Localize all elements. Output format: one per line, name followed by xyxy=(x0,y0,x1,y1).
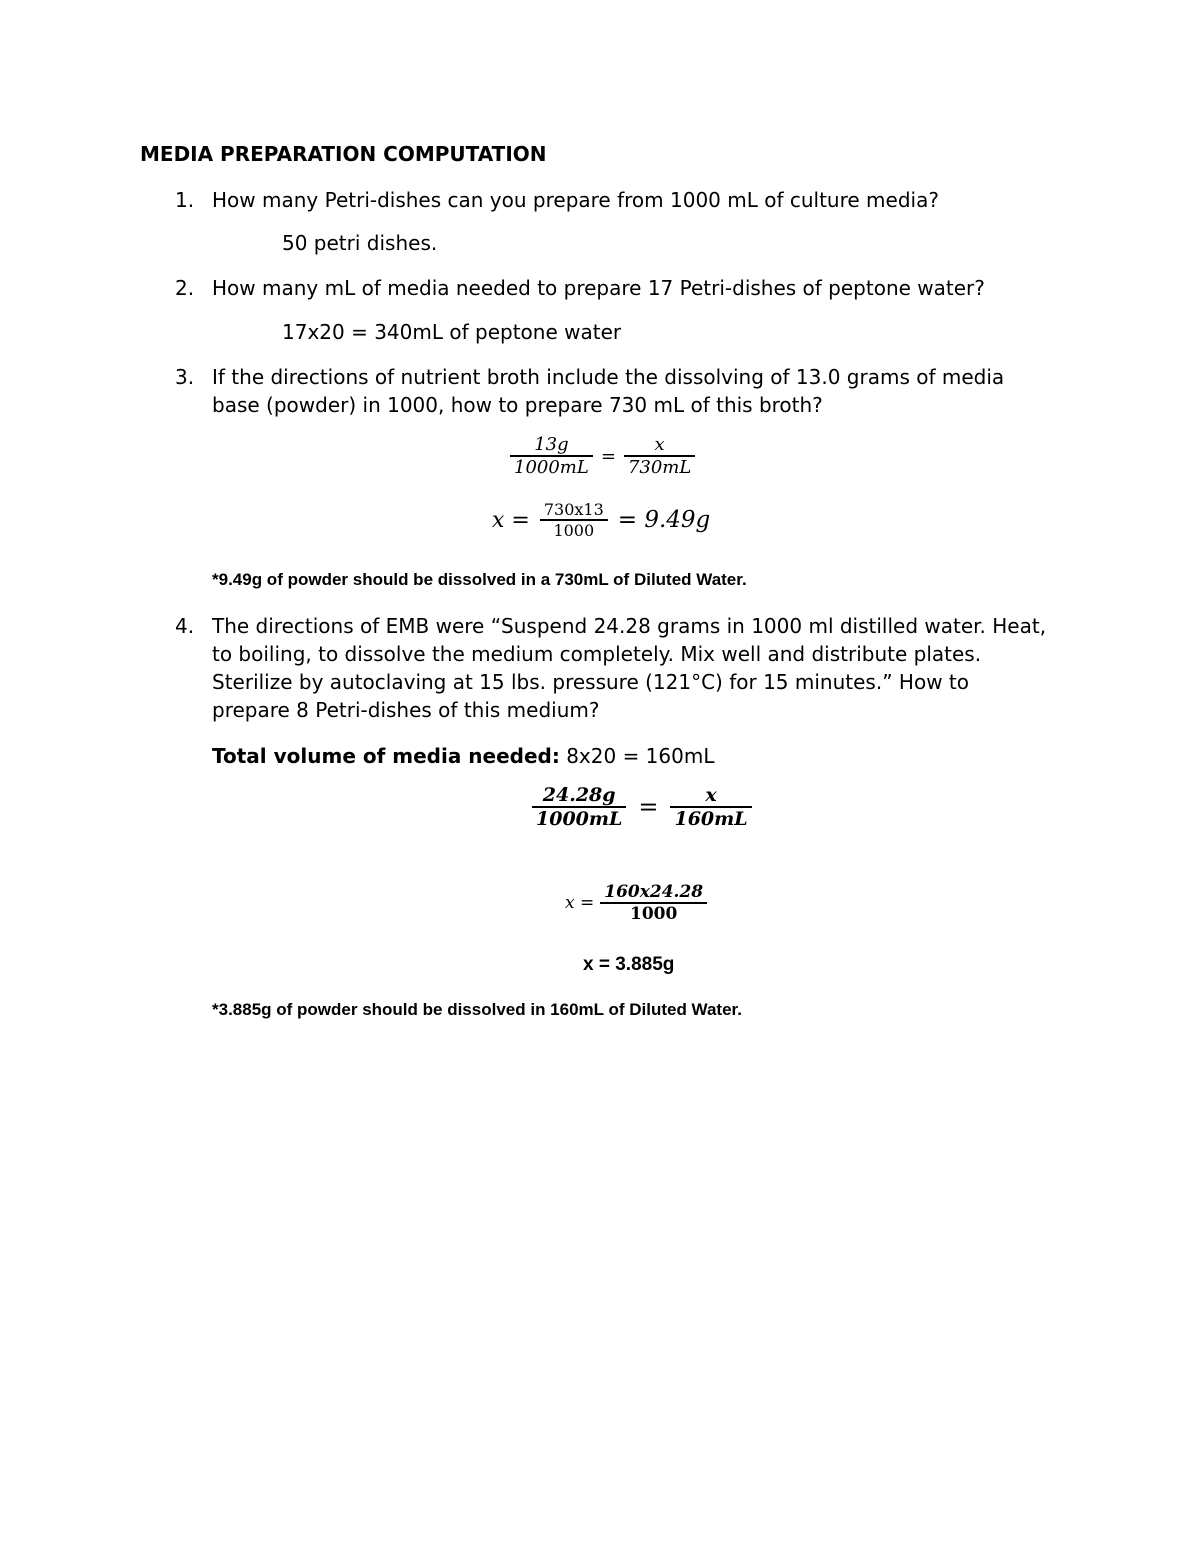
denominator: 1000mL xyxy=(536,808,623,830)
denominator: 1000 xyxy=(630,904,678,924)
question-3-note: *9.49g of powder should be dissolved in a 730mL of Diluted Water. xyxy=(212,570,747,589)
equals-sign: = xyxy=(600,445,616,467)
fraction xyxy=(600,882,707,924)
numerator: 13g xyxy=(510,434,593,457)
fraction-right xyxy=(624,434,695,478)
question-1-answer: 50 petri dishes. xyxy=(282,231,438,255)
denominator: 1000 xyxy=(553,521,595,540)
question-3-proportion xyxy=(510,434,695,478)
question-4-solution xyxy=(565,882,707,924)
fraction-right xyxy=(670,784,751,830)
question-4-total-volume xyxy=(212,742,714,770)
numerator: 24.28g xyxy=(532,784,626,808)
numerator: x xyxy=(670,784,751,808)
total-volume-label: Total volume of media needed: xyxy=(212,744,560,768)
question-3-text-line-2: base (powder) in 1000, how to prepare 730 mL of this broth? xyxy=(212,393,823,417)
question-3-text-line-1: If the directions of nutrient broth include the dissolving of 13.0 grams of media xyxy=(212,365,1005,389)
question-4-note: *3.885g of powder should be dissolved in 160mL of Diluted Water. xyxy=(212,1000,742,1019)
equation-result: = 9.49g xyxy=(617,507,711,533)
equals-sign: = xyxy=(638,793,659,821)
question-4-text-line-1: The directions of EMB were “Suspend 24.28 grams in 1000 ml distilled water. Heat, xyxy=(212,614,1047,638)
equation-lhs: x = xyxy=(565,893,595,913)
numerator: 160x24.28 xyxy=(600,882,707,904)
question-2-text: How many mL of media needed to prepare 17 Petri-dishes of peptone water? xyxy=(212,276,985,300)
question-3-solution xyxy=(492,500,710,540)
total-volume-value: 8x20 = 160mL xyxy=(559,744,715,768)
equation-lhs: x = xyxy=(492,507,530,533)
numerator: 730x13 xyxy=(540,500,608,521)
question-4-text-line-2: to boiling, to dissolve the medium completely. Mix well and distribute plates. xyxy=(212,642,982,666)
question-4-text-line-4: prepare 8 Petri-dishes of this medium? xyxy=(212,698,600,722)
fraction-left xyxy=(532,784,626,830)
question-2-answer: 17x20 = 340mL of peptone water xyxy=(282,320,622,344)
page-title: MEDIA PREPARATION COMPUTATION xyxy=(140,142,547,166)
denominator: 160mL xyxy=(674,808,748,830)
question-1-text: How many Petri-dishes can you prepare from 1000 mL of culture media? xyxy=(212,188,939,212)
question-4-text-line-3: Sterilize by autoclaving at 15 lbs. pressure (121°C) for 15 minutes.” How to xyxy=(212,670,969,694)
fraction-left xyxy=(510,434,593,478)
question-2-number: 2. xyxy=(175,276,195,300)
question-4-proportion xyxy=(532,784,752,830)
denominator: 730mL xyxy=(627,457,692,478)
question-4-number: 4. xyxy=(175,614,195,638)
fraction xyxy=(540,500,608,540)
numerator: x xyxy=(624,434,695,457)
question-3-number: 3. xyxy=(175,365,195,389)
denominator: 1000mL xyxy=(514,457,589,478)
question-1-number: 1. xyxy=(175,188,195,212)
question-4-result: x = 3.885g xyxy=(583,954,675,975)
